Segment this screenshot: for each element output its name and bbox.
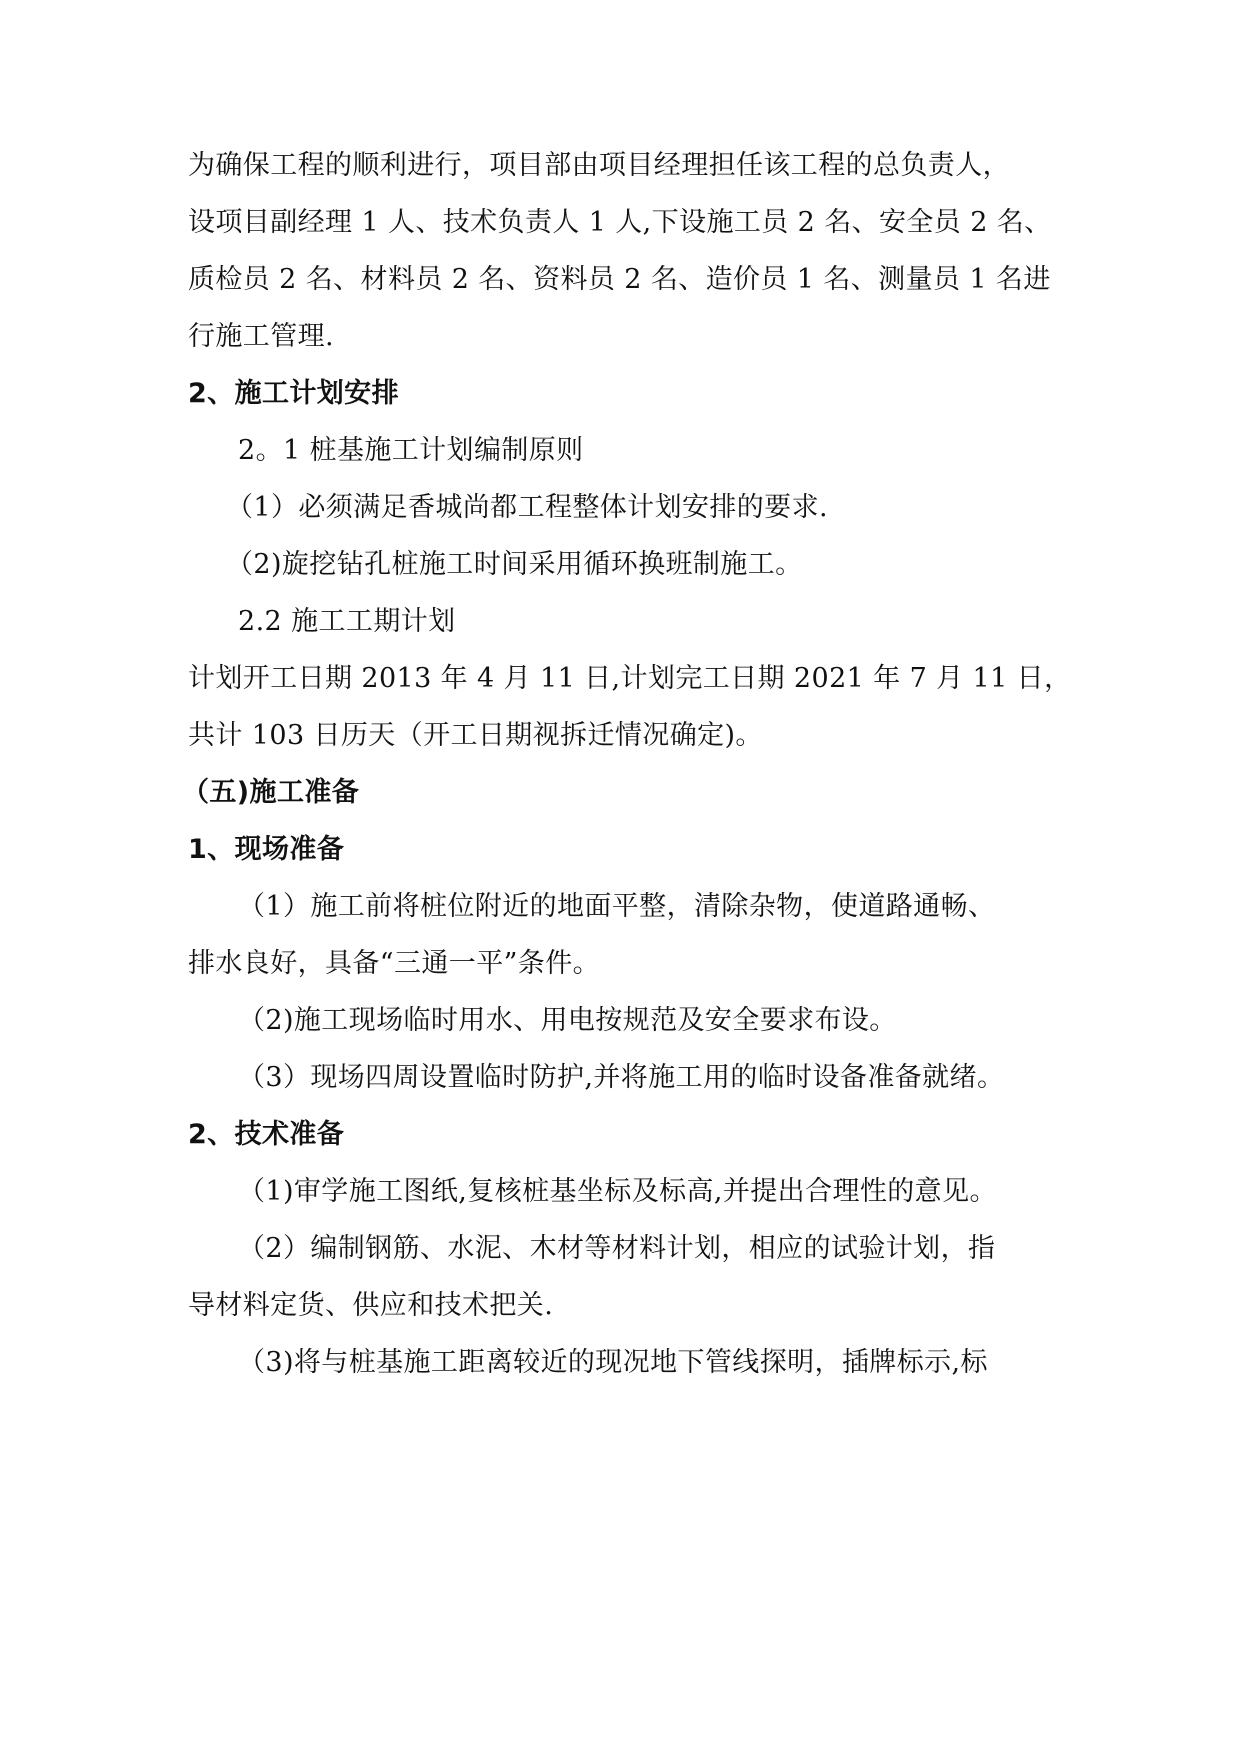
paragraph-line: 设项目副经理 1 人、技术负责人 1 人,下设施工员 2 名、安全员 2 名、 xyxy=(188,207,1052,238)
section-heading: 2、施工计划安排 xyxy=(188,378,399,409)
subsection-heading: 2。1 桩基施工计划编制原则 xyxy=(238,435,584,466)
list-item: （2)施工现场临时用水、用电按规范及安全要求布设。 xyxy=(238,1005,897,1036)
paragraph-line: 质检员 2 名、材料员 2 名、资料员 2 名、造价员 1 名、测量员 1 名进 xyxy=(188,264,1051,295)
list-item: （3)将与桩基施工距离较近的现况地下管线探明，插牌标示,标 xyxy=(238,1347,988,1378)
paragraph-line: 为确保工程的顺利进行，项目部由项目经理担任该工程的总负责人， xyxy=(188,150,1010,181)
list-item: （1）必须满足香城尚都工程整体计划安排的要求. xyxy=(226,492,828,523)
paragraph-line: 计划开工日期 2013 年 4 月 11 日,计划完工日期 2021 年 7 月 11 日， xyxy=(188,663,1072,694)
paragraph-line: 行施工管理. xyxy=(188,321,334,352)
list-item: （2）编制钢筋、水泥、木材等材料计划，相应的试验计划，指 xyxy=(238,1233,996,1264)
subsection-heading: 2.2 施工工期计划 xyxy=(238,606,456,637)
section-heading: 1、现场准备 xyxy=(188,834,345,865)
section-heading: 2、技术准备 xyxy=(188,1119,345,1150)
paragraph-line: 排水良好，具备“三通一平”条件。 xyxy=(188,948,601,979)
list-item: （1)审学施工图纸,复核桩基坐标及标高,并提出合理性的意见。 xyxy=(238,1176,997,1207)
list-item: （3）现场四周设置临时防护,并将施工用的临时设备准备就绪。 xyxy=(238,1062,1005,1093)
paragraph-line: 导材料定货、供应和技术把关. xyxy=(188,1290,554,1321)
paragraph-line: 共计 103 日历天（开工日期视拆迁情况确定)。 xyxy=(188,720,763,751)
list-item: （2)旋挖钻孔桩施工时间采用循环换班制施工。 xyxy=(226,549,803,580)
list-item: （1）施工前将桩位附近的地面平整，清除杂物，使道路通畅、 xyxy=(238,891,996,922)
chapter-heading: （五)施工准备 xyxy=(182,777,360,808)
